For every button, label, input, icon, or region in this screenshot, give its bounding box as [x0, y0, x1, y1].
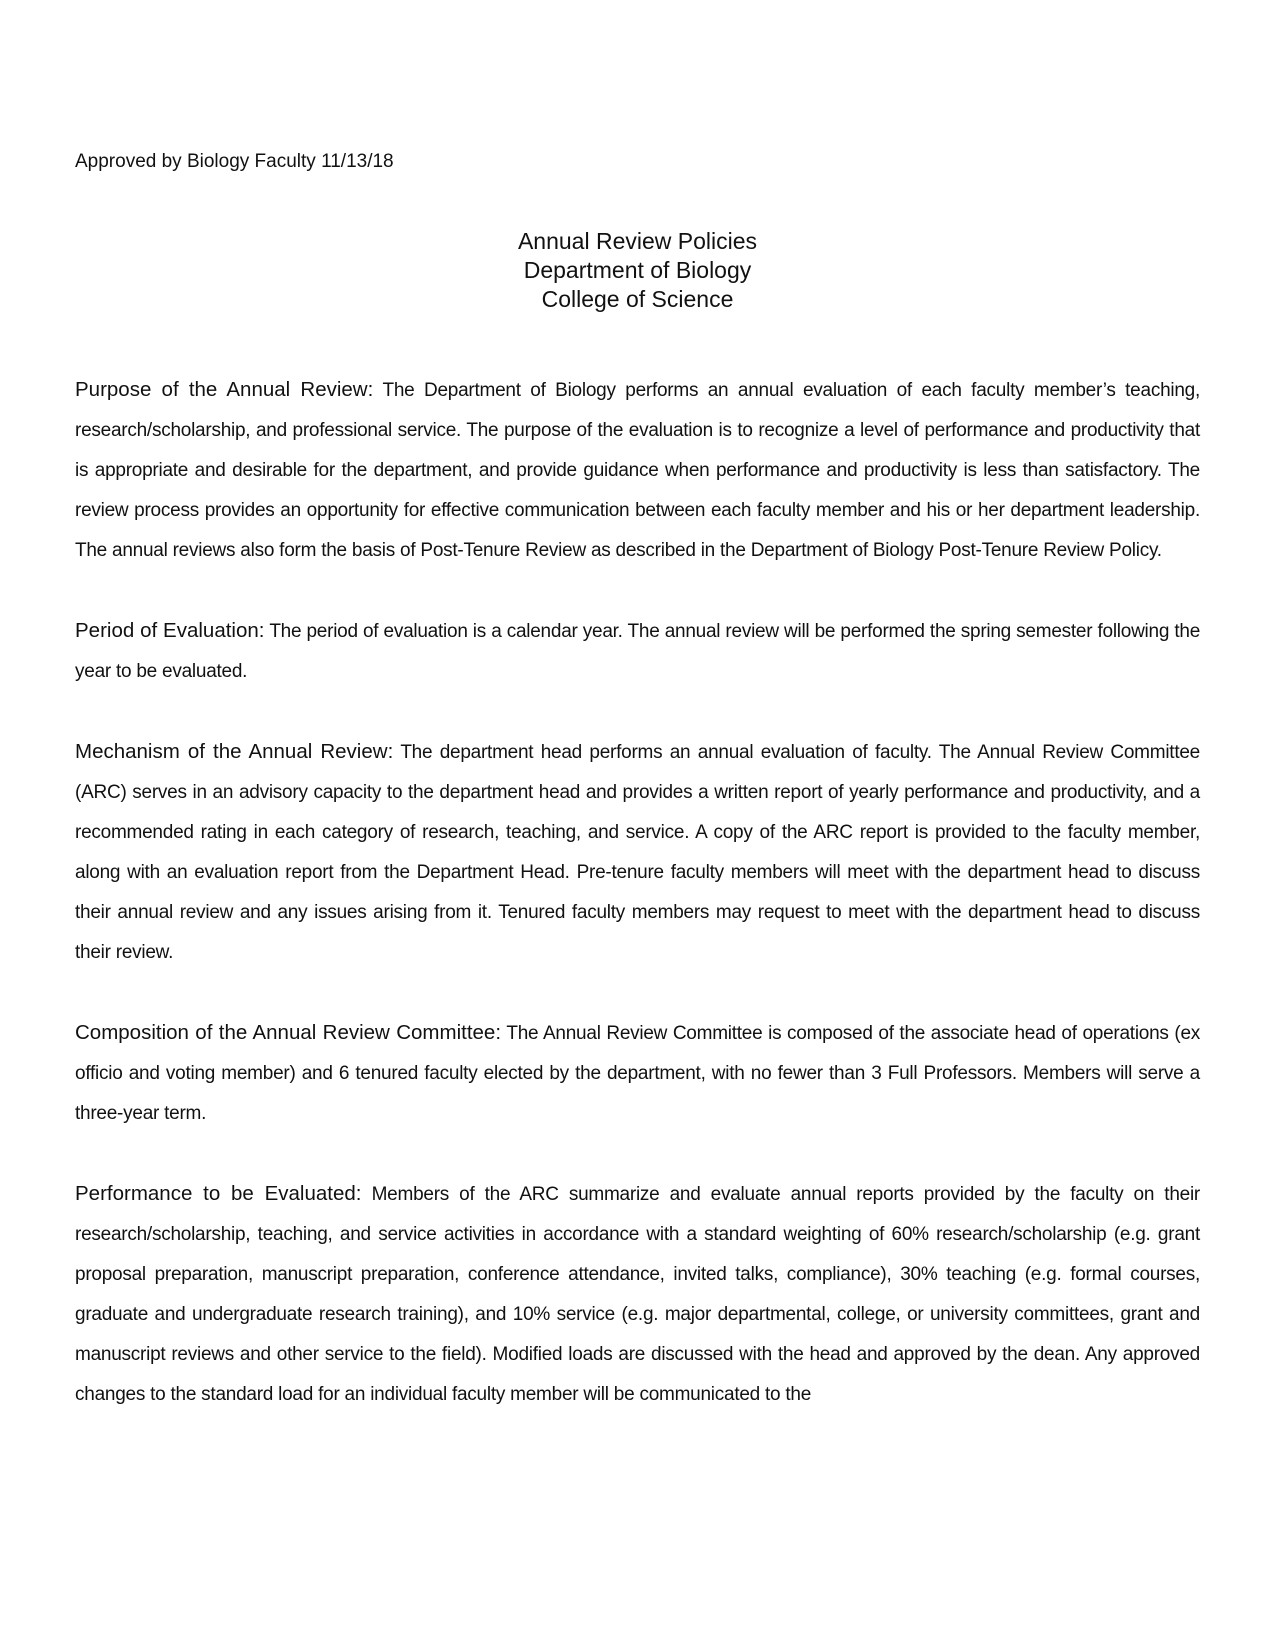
section-heading: Purpose of the Annual Review: — [75, 378, 374, 401]
section-mechanism — [75, 732, 1200, 973]
section-performance — [75, 1174, 1200, 1415]
section-text: The department head performs an annual evaluation of faculty. The Annual Review Committee (ARC) serves in an advisory capacity to the department head and provides a written report of yearly performance and productivity, and a recommended rating in each category of research, teaching, and service. A copy of the ARC report is provided to the faculty member, along with an evaluation report from the Department Head. Pre-tenure faculty members will meet with the department head to discuss their annual review and any issues arising from it. Tenured faculty members may request to meet with the department head to discuss their review. — [75, 742, 1200, 963]
document-title-block — [0, 227, 1275, 314]
section-text: The Department of Biology performs an annual evaluation of each faculty member’s teaching, research/scholarship, and professional service. The purpose of the evaluation is to recognize a level of performance and productivity that is appropriate and desirable for the department, and provide guidance when performance and productivity is less than satisfactory. The review process provides an opportunity for effective communication between each faculty member and his or her department leadership. The annual reviews also form the basis of Post-Tenure Review as described in the Department of Biology Post-Tenure Review Policy. — [75, 380, 1201, 561]
section-text: The period of evaluation is a calendar year. The annual review will be performed the spring semester following the year to be evaluated. — [75, 621, 1201, 682]
college-name: College of Science — [541, 286, 734, 312]
section-purpose — [75, 370, 1200, 571]
section-text: The Annual Review Committee is composed of the associate head of operations (ex officio and voting member) and 6 tenured faculty elected by the department, with no fewer than 3 Full Professors. Members will serve a three-year term. — [75, 1023, 1201, 1124]
document-title: Annual Review Policies — [517, 228, 758, 254]
section-heading: Performance to be Evaluated: — [75, 1182, 362, 1205]
section-text: Members of the ARC summarize and evaluate annual reports provided by the faculty on their research/scholarship, teaching, and service activities in accordance with a standard weighting of 60% research/scholarship (e.g. grant proposal preparation, manuscript preparation, conference attendance, invited talks, compliance), 30% teaching (e.g. formal courses, graduate and undergraduate research training), and 10% service (e.g. major departmental, college, or university committees, grant and manuscript reviews and other service to the field). Modified loads are discussed with the head and approved by the dean. Any approved changes to the standard load for an individual faculty member will be communicated to the — [75, 1184, 1200, 1405]
approval-note: Approved by Biology Faculty 11/13/18 — [75, 151, 394, 172]
document-body — [75, 370, 1200, 1455]
section-period — [75, 611, 1200, 692]
section-heading: Mechanism of the Annual Review: — [75, 740, 394, 763]
section-heading: Period of Evaluation: — [75, 619, 265, 642]
department-name: Department of Biology — [523, 257, 752, 283]
section-heading: Composition of the Annual Review Committee: — [75, 1021, 502, 1044]
section-composition — [75, 1013, 1200, 1134]
